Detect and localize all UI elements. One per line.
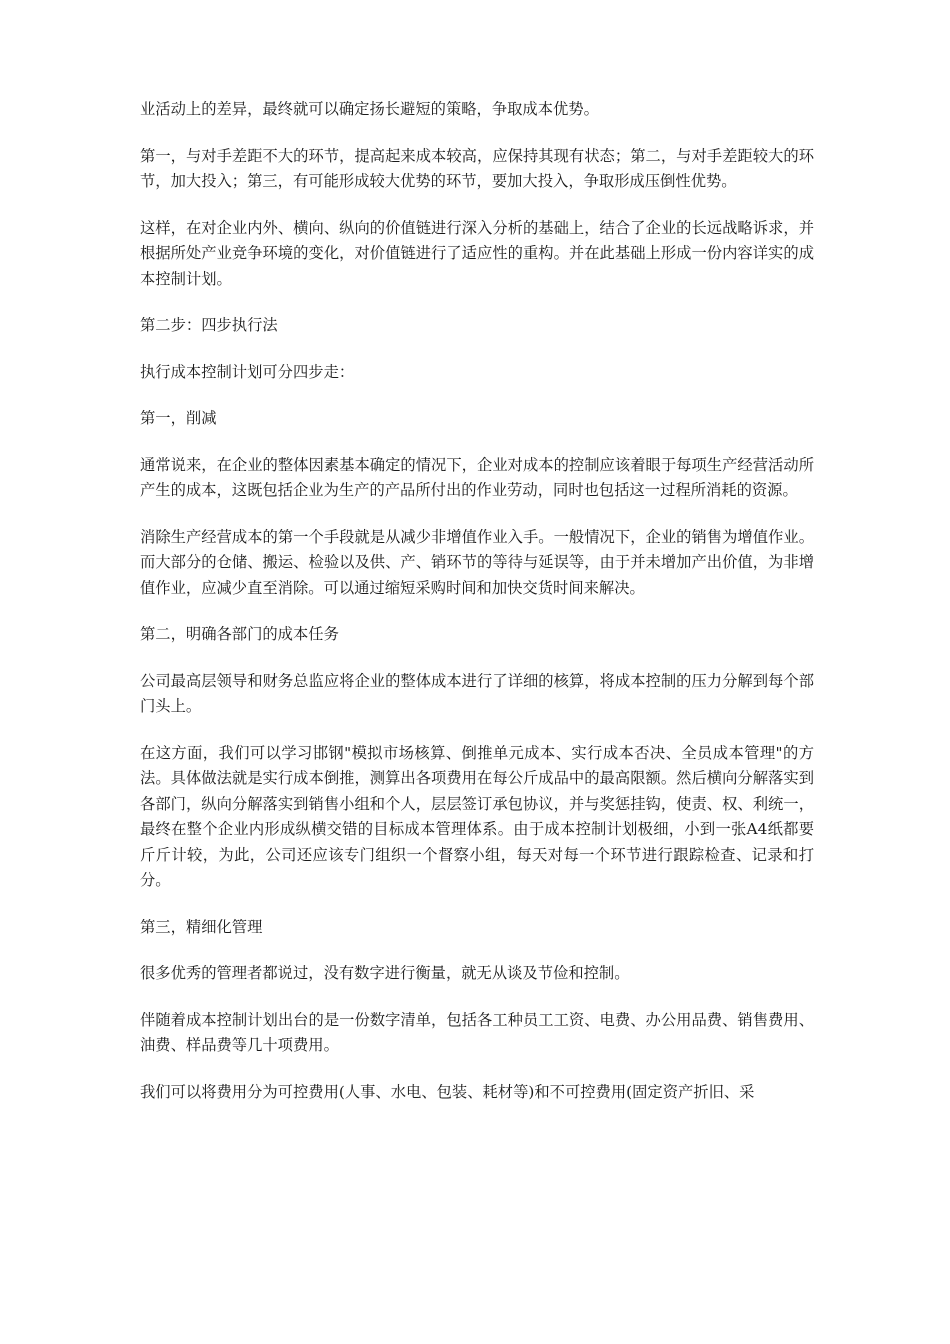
paragraph-strategy-conclusion: 业活动上的差异，最终就可以确定扬长避短的策略，争取成本优势。: [140, 100, 599, 118]
section-heading-step-two: 第二步：四步执行法: [140, 316, 278, 334]
paragraph-expense-categories: 我们可以将费用分为可控费用(人事、水电、包装、耗材等)和不可控费用(固定资产折旧、采: [140, 1082, 755, 1101]
paragraph-value-chain: 这样，在对企业内外、横向、纵向的价值链进行深入分析的基础上，结合了企业的长远战略诉求，并根据所处产业竞争环境的变化，对价值链进行了适应性的重构。并在此基础上形成一份内容详实的成本控制计划。: [140, 218, 814, 288]
paragraph-gap-handling: 第一，与对手差距不大的环节，提高起来成本较高，应保持其现有状态；第二，与对手差距较大的环节，加大投入；第三，有可能形成较大优势的环节，要加大投入，争取形成压倒性优势。: [140, 146, 814, 190]
paragraph-department-tasks: 公司最高层领导和财务总监应将企业的整体成本进行了详细的核算，将成本控制的压力分解到每个部门头上。: [140, 671, 814, 715]
document-page: [140, 97, 814, 1126]
subheading-reduce: 第一，削减: [140, 409, 217, 427]
subheading-refined-management: 第三，精细化管理: [140, 917, 263, 936]
paragraph-measurement-quote: 很多优秀的管理者都说过，没有数字进行衡量，就无从谈及节俭和控制。: [140, 964, 630, 982]
paragraph-handan-steel-method: 在这方面，我们可以学习邯钢"模拟市场核算、倒推单元成本、实行成本否决、全员成本管理"的方法。具体做法就是实行成本倒推，测算出各项费用在每公斤成品中的最高限额。然后横向分解落实到各部门，纵向分解落实到销售小组和个人，层层签订承包协议，并与奖惩挂钩，使责、权、利统一，最终在整个企业内形成纵横交错的目标成本管理体系。由于成本控制计划极细，小到一张A4纸都要斤斤计较，为此，公司还应该专门组织一个督察小组，每天对每一个环节进行跟踪检查、记录和打分。: [140, 743, 814, 889]
paragraph-four-steps-intro: 执行成本控制计划可分四步走：: [140, 362, 355, 381]
subheading-department-tasks: 第二，明确各部门的成本任务: [140, 625, 339, 643]
paragraph-reduce-body: 通常说来，在企业的整体因素基本确定的情况下，企业对成本的控制应该着眼于每项生产经营活动所产生的成本，这既包括企业为生产的产品所付出的作业劳动，同时也包括这一过程所消耗的资源。: [140, 455, 814, 499]
paragraph-non-value-work: 消除生产经营成本的第一个手段就是从减少非增值作业入手。一般情况下，企业的销售为增值作业。而大部分的仓储、搬运、检验以及供、产、销环节的等待与延误等，由于并未增加产出价值，为非增值作业，应减少直至消除。可以通过缩短采购时间和加快交货时间来解决。: [140, 527, 814, 597]
paragraph-expense-list: 伴随着成本控制计划出台的是一份数字清单，包括各工种员工工资、电费、办公用品费、销售费用、油费、样品费等几十项费用。: [140, 1010, 814, 1054]
